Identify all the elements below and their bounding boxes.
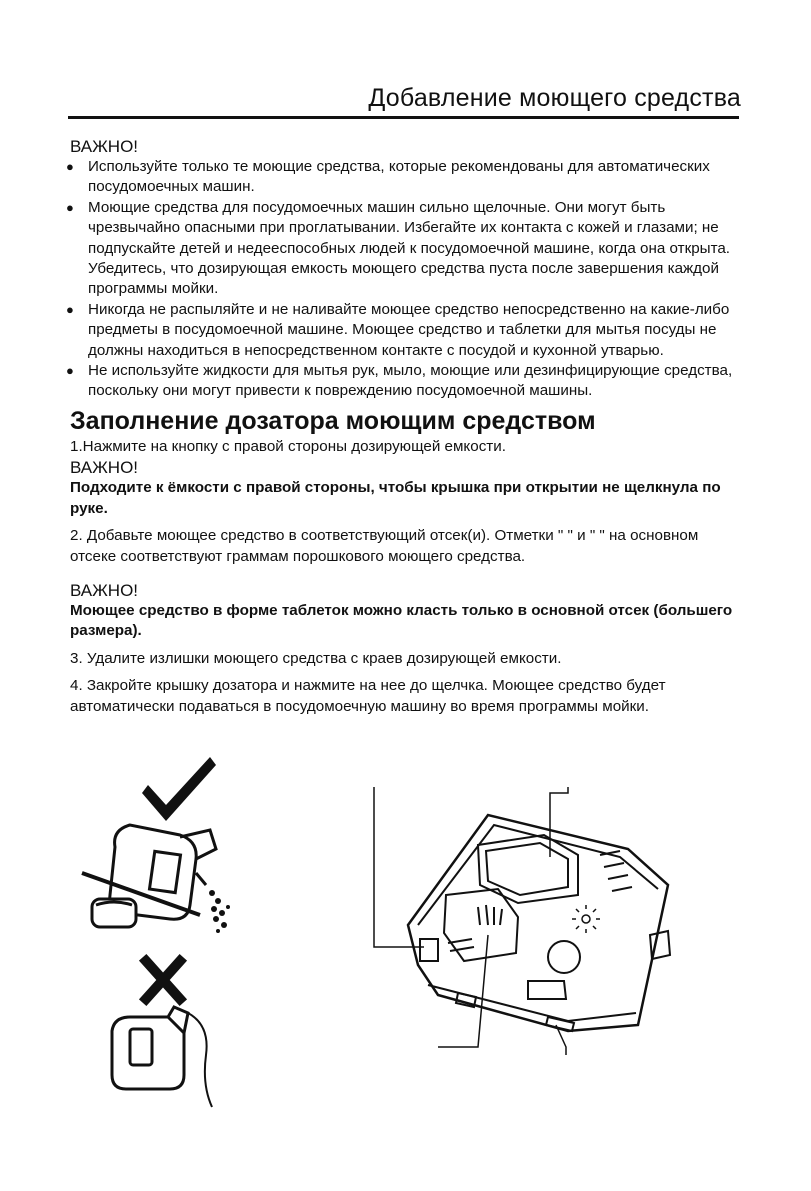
callout-line (374, 787, 424, 947)
warning-item (66, 361, 742, 402)
warning-item (66, 300, 742, 361)
warnings-list (66, 157, 742, 402)
detergent-granules (209, 890, 230, 933)
bullet-icon: ● (66, 159, 74, 174)
step-1: 1.Нажмите на кнопку с правой стороны дозирующей емкости. (70, 437, 506, 455)
detergent-bottle-icon (112, 1007, 212, 1107)
section-title: Заполнение дозатора моющим средством (70, 406, 596, 435)
checkmark-icon (142, 757, 216, 821)
step-3: 3. Удалите излишки моющего средства с краев дозирующей емкости. (70, 649, 562, 667)
warning-text: Никогда не распыляйте и не наливайте моющее средство непосредственно на какие-либо предметы в посудомоечной машине. Моющее средство и таблетки для мытья посуды не должны находиться в непосредственном контакте с посудой и кухонной утварью. (88, 300, 730, 359)
dishwasher-tablet-icon (92, 899, 136, 927)
callout-line (438, 935, 488, 1047)
usage-illustration (70, 755, 270, 1125)
warning-text: Моющие средства для посудомоечных машин сильно щелочные. Они могут быть чрезвычайно опасными при проглатывании. Избегайте их контакта с кожей и глазами; не подпускайте детей и недееспособных людей к посудомоечной машине, когда она открыта. Убедитесь, что дозирующая емкость моющего средства пуста после завершения каждой программы мойки. (88, 198, 731, 298)
important-heading: ВАЖНО! (70, 458, 139, 478)
important-heading: ВАЖНО! (70, 137, 139, 156)
bullet-icon: ● (66, 301, 74, 317)
step-4: 4. Закройте крышку дозатора и нажмите на нее до щелчка. Моющее средство будет автоматически подаваться в посудомоечную машину во время программы мойки. (70, 677, 666, 715)
important-note: Подходите к ёмкости с правой стороны, чтобы крышка при открытии не щелкнула по руке. (70, 479, 721, 517)
warning-item (66, 157, 742, 198)
important-note: Моющее средство в форме таблеток можно класть только в основной отсек (большего размера). (70, 601, 733, 640)
bullet-icon: ● (66, 363, 74, 379)
page-header (0, 0, 811, 120)
important-heading: ВАЖНО! (70, 580, 139, 600)
warning-text: Используйте только те моющие средства, которые рекомендованы для автоматических посудомоечных машин. (88, 158, 710, 196)
detergent-dispenser-illustration (368, 785, 688, 1065)
warning-text: Не используйте жидкости для мытья рук, мыло, моющие или дезинфицирующие средства, поскольку они могут привести к повреждению посудомоечной машины. (88, 362, 733, 400)
bullet-icon: ● (66, 199, 74, 215)
warning-item (66, 198, 742, 300)
step-2: 2. Добавьте моющее средство в соответствующий отсек(и). Отметки " " и " " на основном отсеке соответствуют граммам порошкового моющего средства. (70, 527, 699, 565)
header-divider (68, 116, 739, 119)
page-title: Добавление моющего средства (368, 84, 741, 112)
cross-icon (146, 961, 180, 999)
main-content (66, 136, 742, 717)
